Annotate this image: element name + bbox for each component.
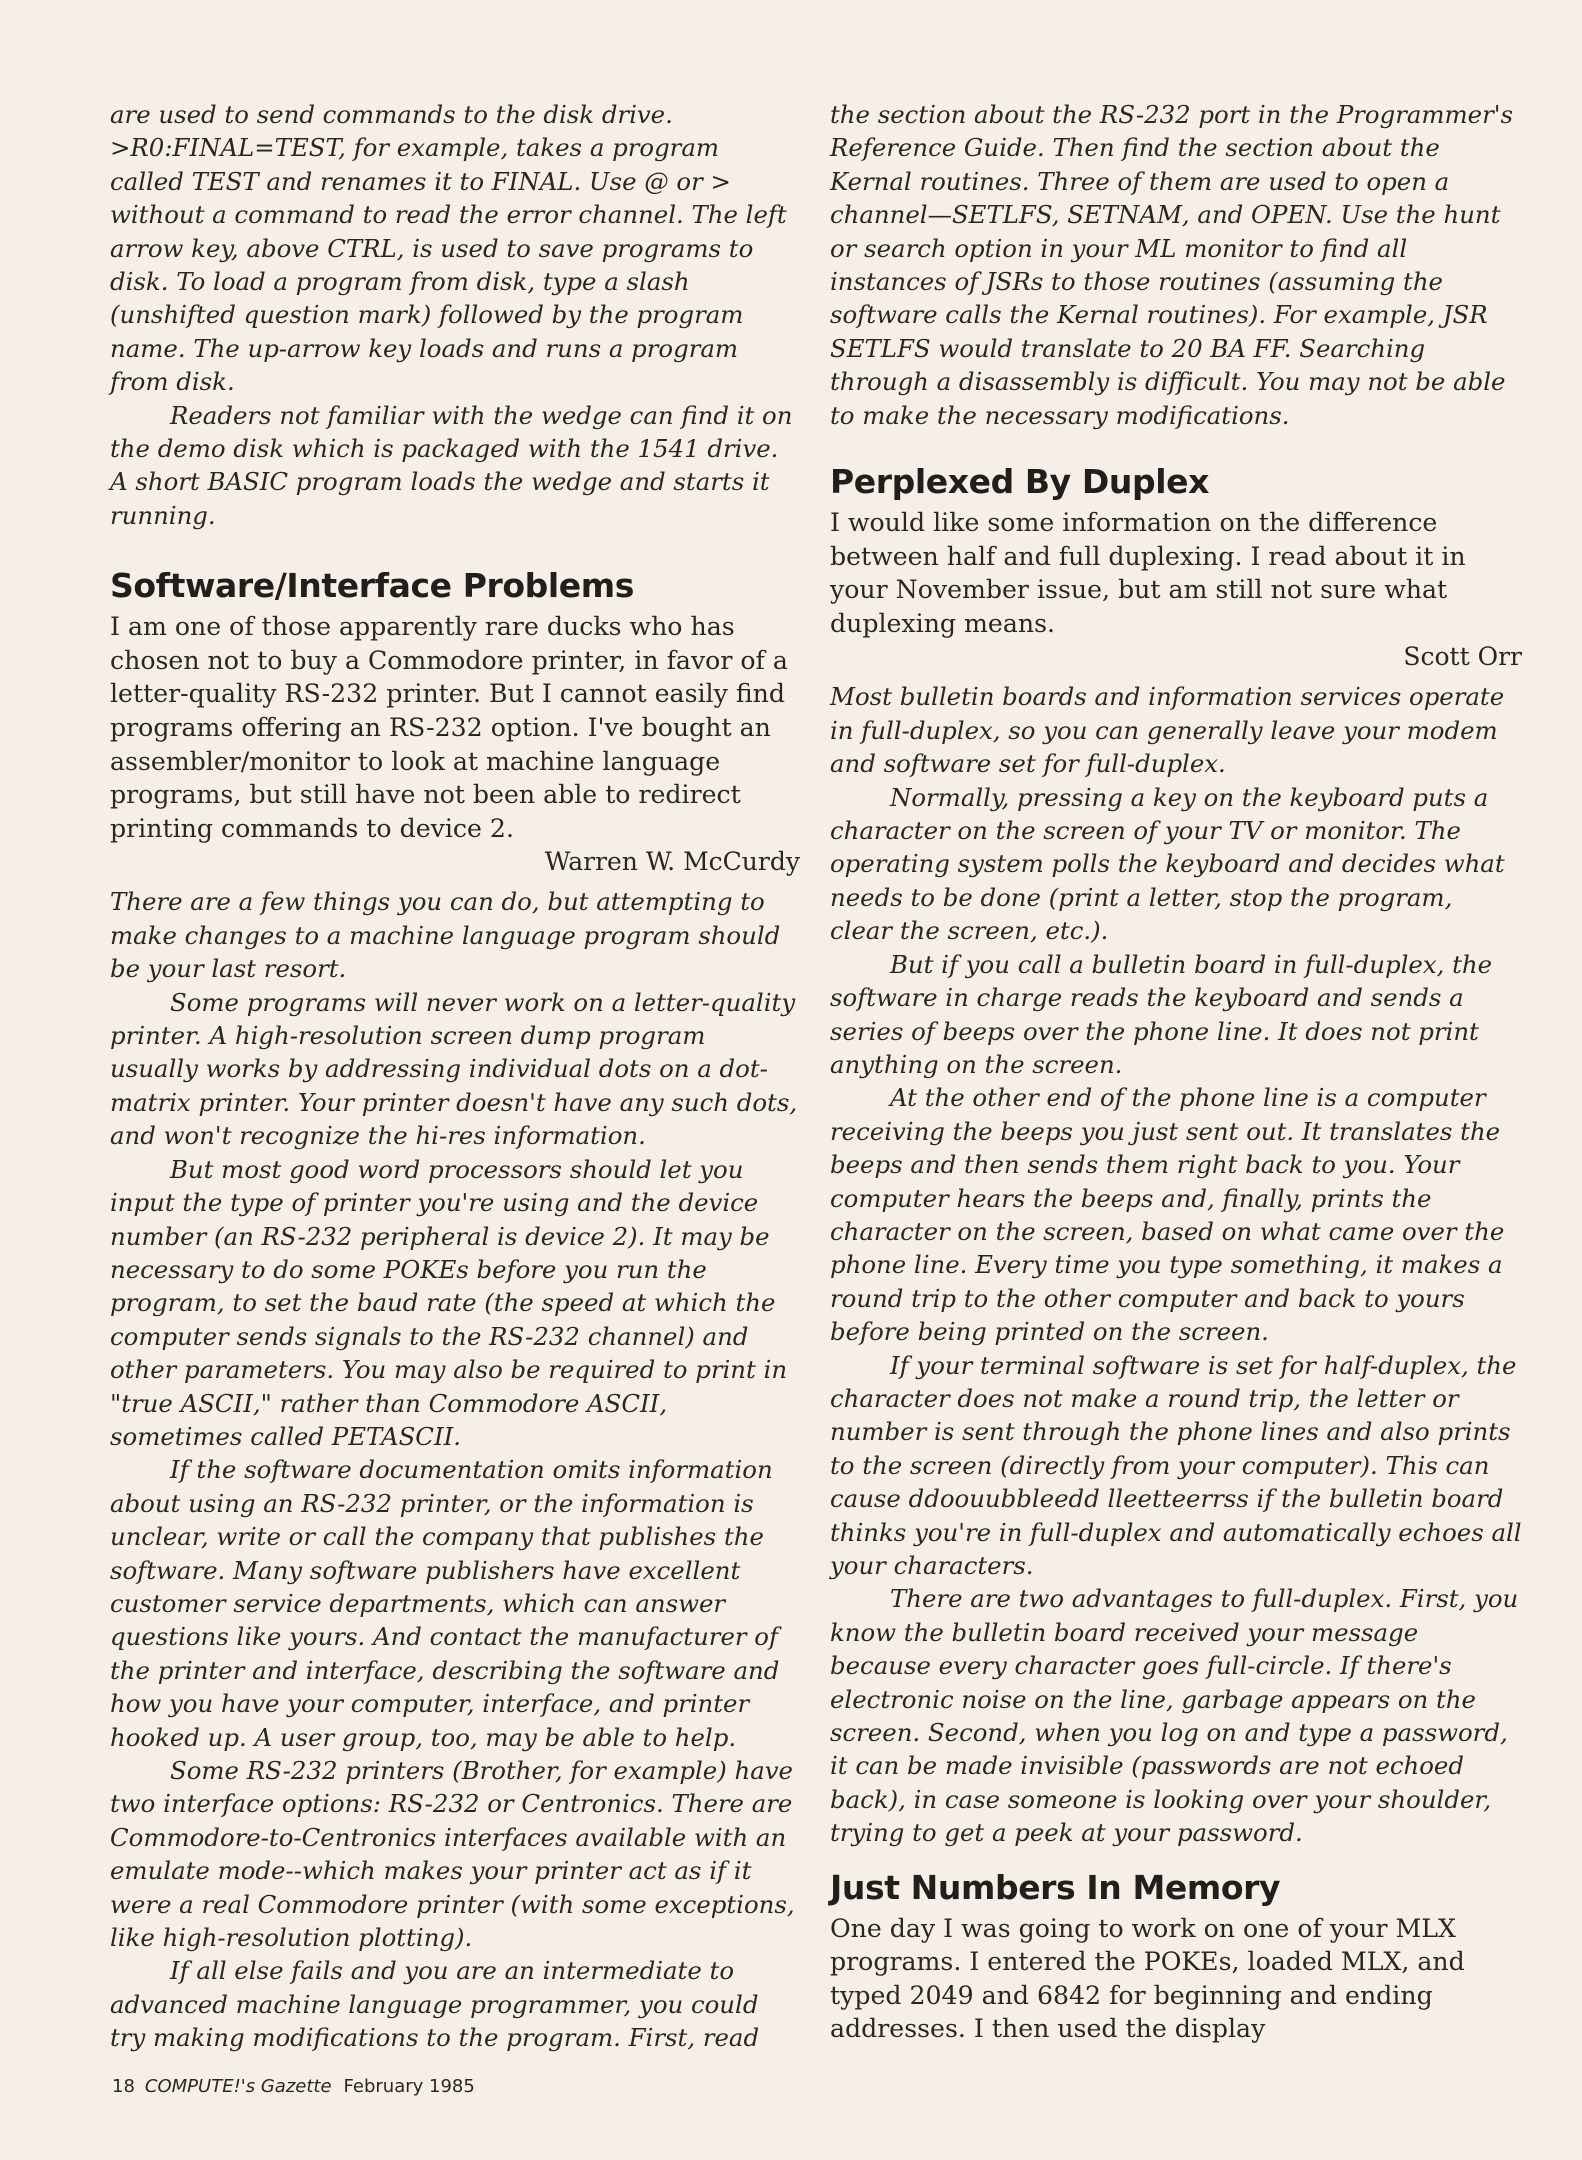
page-footer bbox=[112, 2076, 475, 2098]
answer-paragraph: There are a few things you can do, but attempting to make changes to a machine language program should be your last resort. bbox=[110, 887, 781, 984]
answer-paragraph: But most good word processors should let you input the type of printer you're using and the device number (an RS-232 peripheral is device 2). It may be necessary to do some POKEs before you run the program, to set the baud rate (the speed at which the computer sends signals to the RS-232 channel) and other parameters. You may also be required to print in "true ASCII," rather than Commodore ASCII, sometimes called PETASCII. bbox=[110, 1154, 788, 1451]
answer-paragraph: Readers not familiar with the wedge can find it on the demo disk which is packaged with the 1541 drive. A short BASIC program loads the wedge and starts it running. bbox=[110, 400, 793, 530]
answer-paragraph: If the software documentation omits information about using an RS-232 printer, or the information is unclear, write or call the company that publishes the software. Many software publishers have excellent customer service departments, which can answer questions like yours. And contact the manufacturer of the printer and interface, describing the software and how you have your computer, interface, and printer hooked up. A user group, too, may be able to help. bbox=[110, 1455, 780, 1752]
reader-letter: One day I was going to work on one of your MLX programs. I entered the POKEs, loaded MLX, and typed 2049 and 6842 for beginning and ending addresses. I then used the display bbox=[830, 1913, 1465, 2044]
answer-paragraph: If all else fails and you are an intermediate to advanced machine language programmer, you could try making modifications to the program. First, read bbox=[110, 1956, 760, 2053]
left-column bbox=[110, 98, 800, 2055]
letter-signature: Scott Orr bbox=[1403, 642, 1522, 672]
answer-paragraph: There are two advantages to full-duplex. First, you know the bulletin board received your message because every character goes full-circle. If there's electronic noise on the line, garbage appears on the screen. Second, when you log on and type a password, it can be made invisible (passwords are not echoed back), in case someone is looking over your shoulder, trying to get a peek at your password. bbox=[830, 1584, 1519, 1848]
section-heading-software-interface: Software/Interface Problems bbox=[110, 566, 634, 606]
publication-name: COMPUTE!'s Gazette bbox=[144, 2076, 332, 2097]
answer-paragraph: Normally, pressing a key on the keyboard puts a character on the screen of your TV or monitor. The operating system polls the keyboard and decides what needs to be done (print a letter, stop the program, clear the screen, etc.). bbox=[830, 782, 1505, 946]
continued-answer: are used to send commands to the disk drive. >R0:FINAL=TEST, for example, takes a program called TEST and renames it to FINAL. Use @ or > without a command to read the error channel. The left arrow key, above CTRL, is used to save programs to disk. To load a program from disk, type a slash (unshifted question mark) followed by the program name. The up-arrow key loads and runs a program from disk. bbox=[110, 100, 787, 397]
answer-paragraph: But if you call a bulletin board in full-duplex, the software in charge reads the keyboard and sends a series of beeps over the phone line. It does not print anything on the screen. bbox=[830, 949, 1493, 1079]
reader-letter: I am one of those apparently rare ducks who has chosen not to buy a Commodore printer, in favor of a letter-quality RS-232 printer. But I cannot easily find programs offering an RS-232 option. I've bought an assembler/monitor to look at machine language programs, but still have not been able to redirect printing commands to device 2. bbox=[110, 612, 788, 843]
page-number: 18 bbox=[112, 2076, 135, 2097]
issue-date: February 1985 bbox=[343, 2076, 475, 2097]
answer-paragraph: At the other end of the phone line is a computer receiving the beeps you just sent out. It translates the beeps and then sends them right back to you. Your computer hears the beeps and, finally, prints the character on the screen, based on what came over the phone line. Every time you type something, it makes a round trip to the other computer and back to yours before being printed on the screen. bbox=[830, 1083, 1505, 1347]
section-heading-just-numbers: Just Numbers In Memory bbox=[830, 1867, 1281, 1907]
continued-answer: the section about the RS-232 port in the Programmer's Reference Guide. Then find the section about the Kernal routines. Three of them are used to open a channel—SETLFS, SETNAM, and OPEN. Use the hunt or search option in your ML monitor to find all instances of JSRs to those routines (assuming the software calls the Kernal routines). For example, JSR SETLFS would translate to 20 BA FF. Searching through a disassembly is difficult. You may not be able to make the necessary modifications. bbox=[830, 100, 1513, 430]
section-heading-perplexed-by-duplex: Perplexed By Duplex bbox=[830, 462, 1209, 502]
answer-paragraph: If your terminal software is set for half-duplex, the character does not make a round trip, the letter or number is sent through the phone lines and also prints to the screen (directly from your computer). This can cause ddoouubbleedd lleetteerrss if the bulletin board thinks you're in full-duplex and automatically echoes all your characters. bbox=[830, 1350, 1522, 1580]
letter-signature: Warren W. McCurdy bbox=[544, 847, 800, 877]
right-column bbox=[830, 98, 1522, 2046]
reader-letter: I would like some information on the difference between half and full duplexing. I read about it in your November issue, but am still not sure what duplexing means. bbox=[830, 508, 1466, 638]
answer-paragraph: Most bulletin boards and information services operate in full-duplex, so you can generally leave your modem and software set for full-duplex. bbox=[830, 682, 1505, 779]
answer-paragraph: Some programs will never work on a letter-quality printer. A high-resolution screen dump program usually works by addressing individual dots on a dot-matrix printer. Your printer doesn't have any such dots, and won't recognize the hi-res information. bbox=[110, 987, 798, 1151]
answer-paragraph: Some RS-232 printers (Brother, for example) have two interface options: RS-232 or Centronics. There are Commodore-to-Centronics interfaces available with an emulate mode--which makes your printer act as if it were a real Commodore printer (with some exceptions, like high-resolution plotting). bbox=[110, 1756, 795, 1953]
